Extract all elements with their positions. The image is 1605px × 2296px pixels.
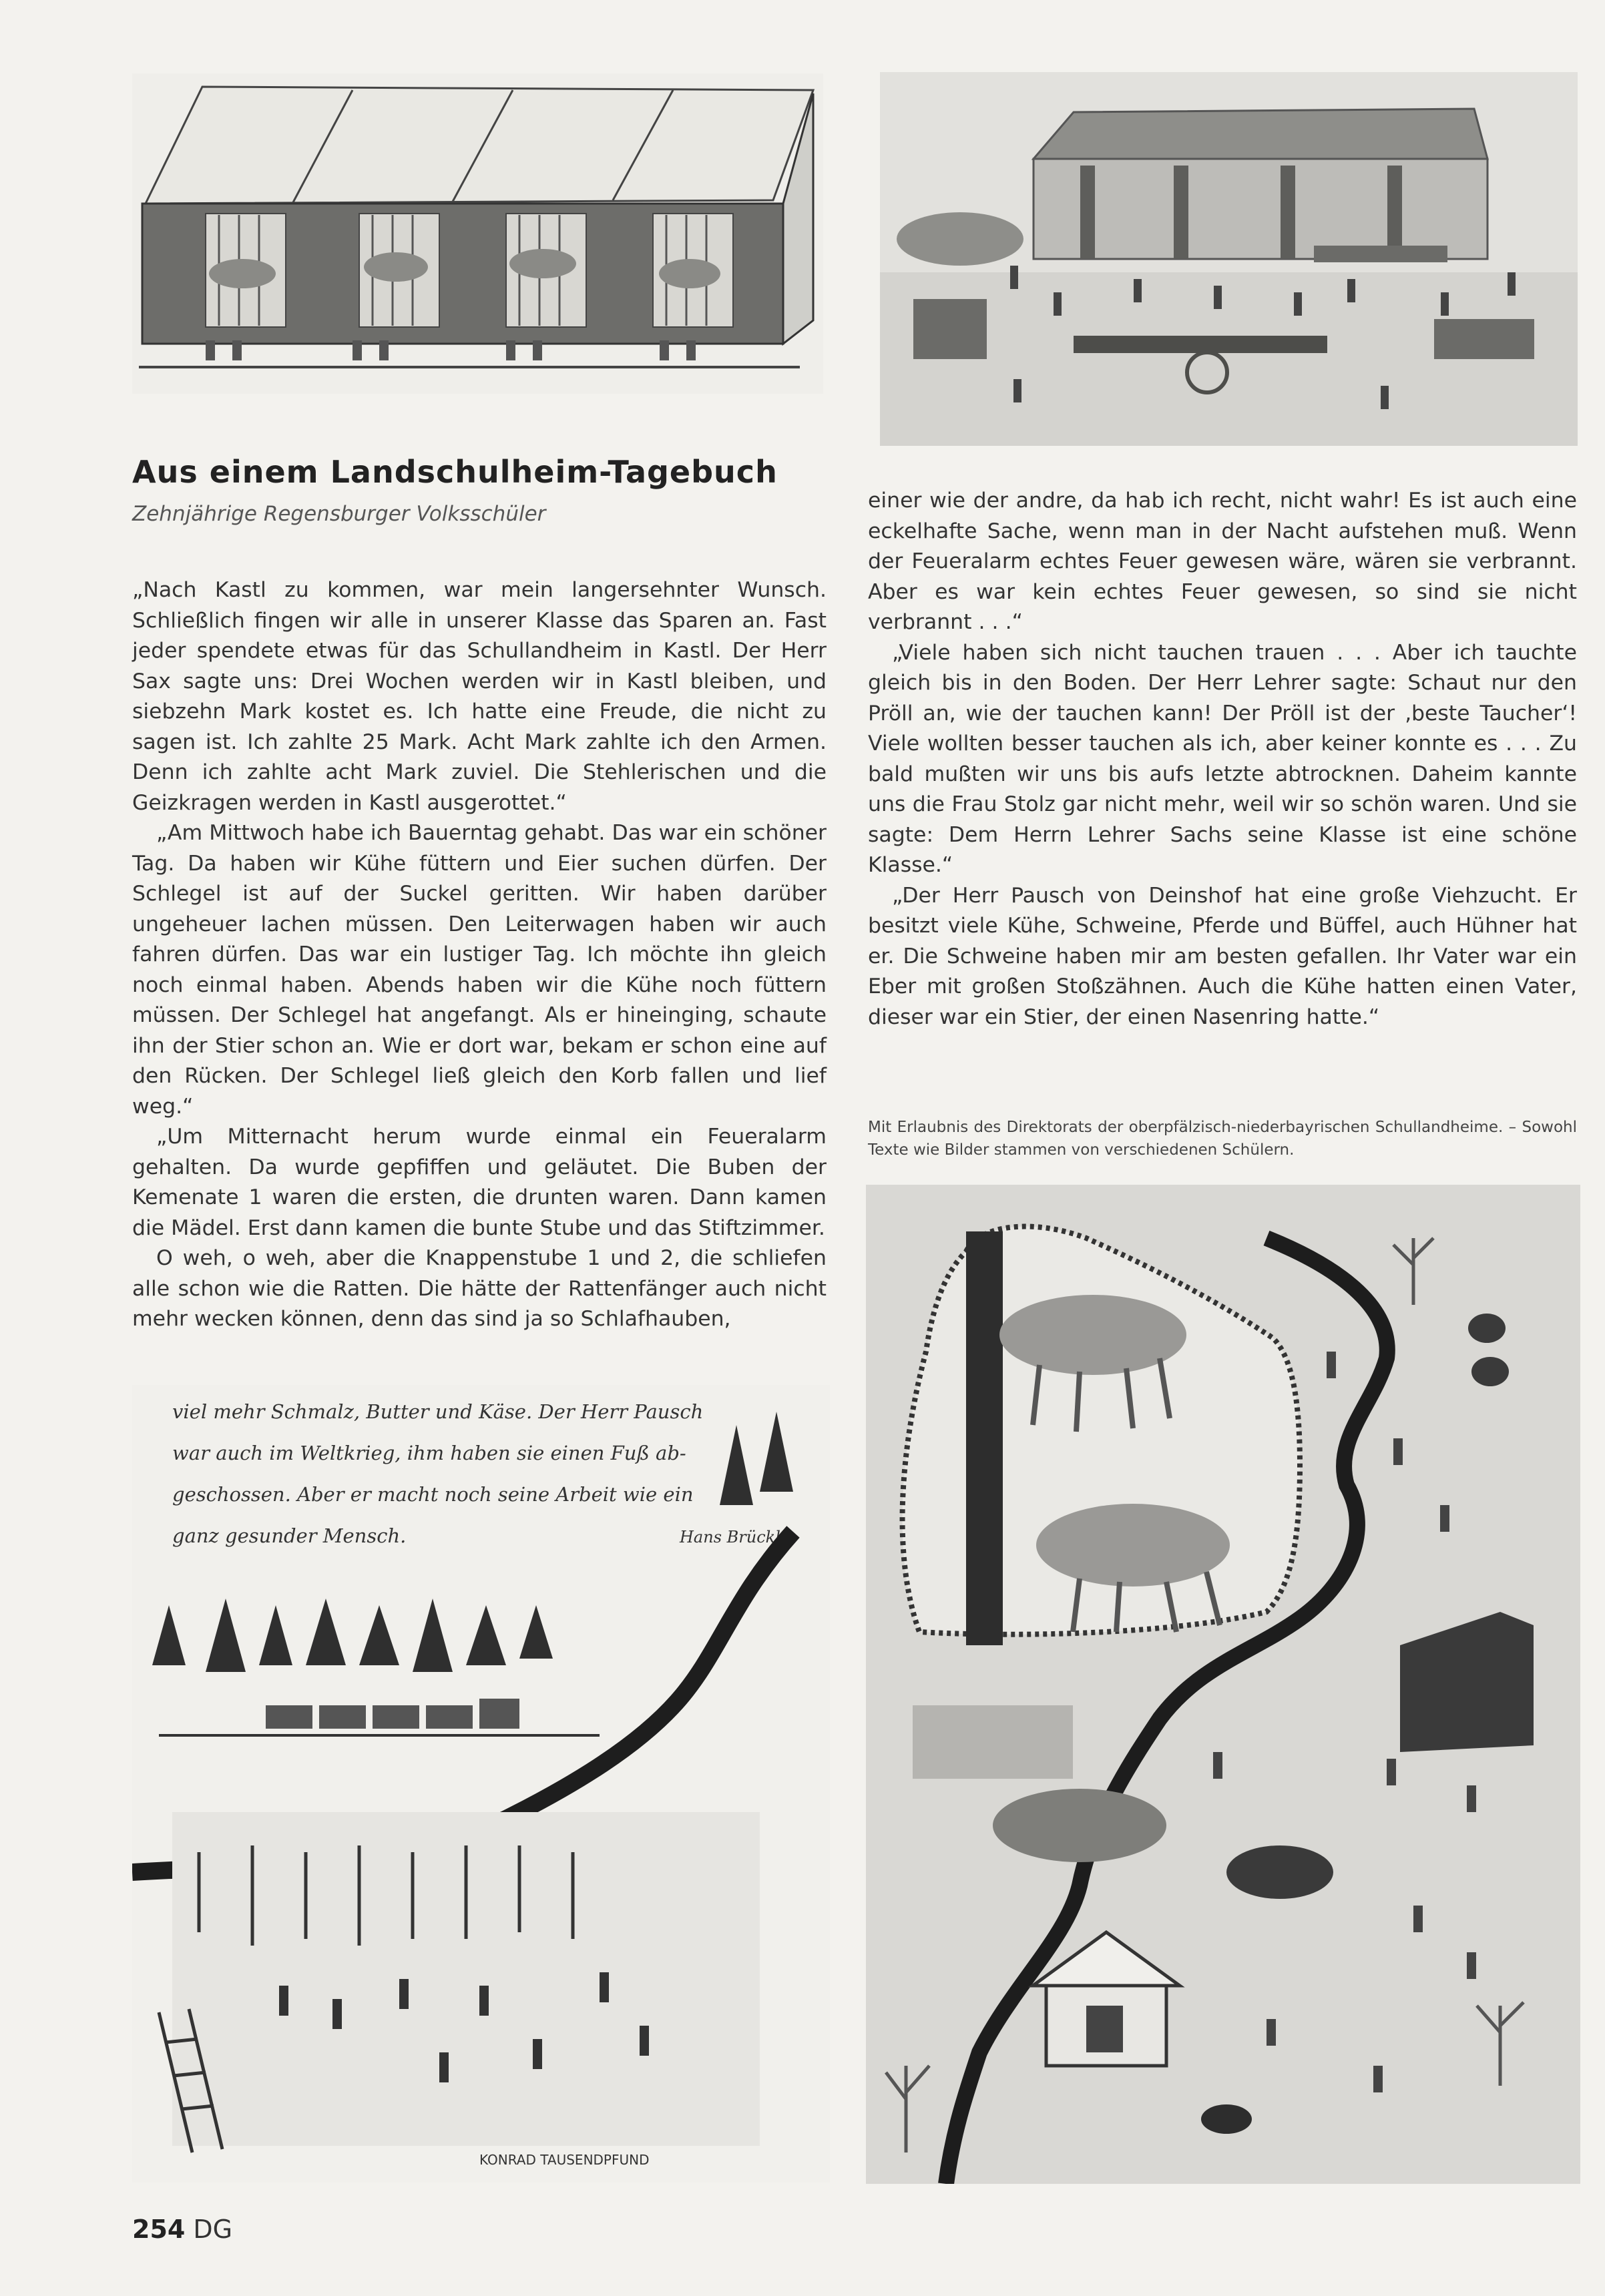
paragraph: „Nach Kastl zu kommen, war mein langersehnter Wunsch. Schließlich fingen wir alle in unserer Klasse das Sparen an. Fast jeder spendete etwas für das Schullandheim in Kastl. Der Herr Sax sagte uns: Drei Wochen werden wir in Kastl bleiben, und siebzehn Mark kostet es. Ich hatte eine Freude, die nicht zu sagen ist. Ich zahlte 25 Mark. Acht Mark zahlte ich den Armen. Denn ich zahlte acht Mark zuviel. Die Stehlerischen und die Geizkragen werden in Kastl ausgerottet.“ [132, 578, 827, 815]
text-column-left [132, 575, 827, 1335]
paragraph: „Der Herr Pausch von Deinshof hat eine große Viehzucht. Er besitzt viele Kühe, Schweine, Pferde und Büffel, auch Hühner hat er. Die Schweine haben mir am besten gefallen. Ihr Vater war ein Eber mit großen Stoßzähnen. Auch die Kühe hatten einen Vater, dieser war ein Stier, der einen Nasenring hatte.“ [868, 883, 1577, 1029]
text-column-right [868, 486, 1577, 1033]
handwriting-signature: Hans Brückl. [680, 1528, 786, 1546]
paragraph: einer wie der andre, da hab ich recht, nicht wahr! Es ist auch eine eckelhafte Sache, wenn man in der Nacht aufstehen muß. Wenn der Feueralarm echtes Feuer gewesen wäre, wären sie verbrannt. Aber es war kein echtes Feuer gewesen, so sind sie nicht verbrannt . . .“ [868, 489, 1577, 634]
article-subtitle: Zehnjährige Regensburger Volksschüler [132, 502, 546, 526]
drawing-forest-with-handwriting [132, 1385, 830, 2183]
artist-signature: KONRAD TAUSENDPFUND [479, 2152, 650, 2168]
page-folio [132, 2215, 232, 2244]
drawing-farm-map [866, 1185, 1580, 2184]
page-number: 254 [132, 2215, 186, 2244]
paragraph: O weh, o weh, aber die Knappenstube 1 und 2, die schliefen alle schon wie die Ratten. Die hätte der Rattenfänger auch nicht mehr wecken können, denn das sind ja so Schlafhauben, [132, 1246, 827, 1331]
handwriting-line: viel mehr Schmalz, Butter und Käse. Der Herr Pausch [172, 1400, 704, 1423]
image-credit-caption: Mit Erlaubnis des Direktorats der oberpfälzisch-niederbayrischen Schullandheime. – Sowohl Texte wie Bilder stammen von verschiedenen Schülern. [868, 1119, 1577, 1159]
handwriting-line: war auch im Weltkrieg, ihm haben sie einen Fuß ab- [172, 1442, 686, 1464]
drawing-barn [132, 73, 823, 394]
paragraph: „Viele haben sich nicht tauchen trauen . . . Aber ich tauchte gleich bis in den Boden. Der Herr Lehrer sagte: Schaut nur den Pröll an, wie der tauchen kann! Der Pröll ist der ‚beste Taucher‘! Viele wollten besser tauchen als ich, aber keiner konnte es . . . Zu bald mußten wir uns bis aufs letzte abtrocknen. Daheim kannte uns die Frau Stolz gar nicht mehr, weil wir so schön waren. Und sie sagte: Dem Herrn Lehrer Sachs seine Klasse ist eine schöne Klasse.“ [868, 640, 1577, 877]
drawing-farmyard [880, 72, 1578, 446]
handwriting-line: ganz gesunder Mensch. [172, 1524, 407, 1547]
journal-abbreviation: DG [193, 2215, 233, 2244]
article-title: Aus einem Landschulheim-Tagebuch [132, 454, 778, 490]
paragraph: „Am Mittwoch habe ich Bauerntag gehabt. Das war ein schöner Tag. Da haben wir Kühe füttern und Eier suchen dürfen. Der Schlegel ist auf der Suckel geritten. Wir haben darüber ungeheuer lachen müssen. Den Leiterwagen haben wir auch fahren dürfen. Das war ein lustiger Tag. Ich möchte ihn gleich noch einmal haben. Abends haben wir die Kühe noch füttern müssen. Der Schlegel hat angefangt. Als er hineinging, schaute ihn der Stier schon an. Wie er dort war, bekam er schon eine auf den Rücken. Der Schlegel ließ gleich den Korb fallen und lief weg.“ [132, 821, 827, 1119]
handwriting-line: geschossen. Aber er macht noch seine Arbeit wie ein [172, 1483, 694, 1506]
paragraph: „Um Mitternacht herum wurde einmal ein Feueralarm gehalten. Da wurde gepfiffen und geläutet. Die Buben der Kemenate 1 waren die ersten, die drunten waren. Dann kamen die Mädel. Erst dann kamen die bunte Stube und das Stiftzimmer. [132, 1125, 827, 1240]
